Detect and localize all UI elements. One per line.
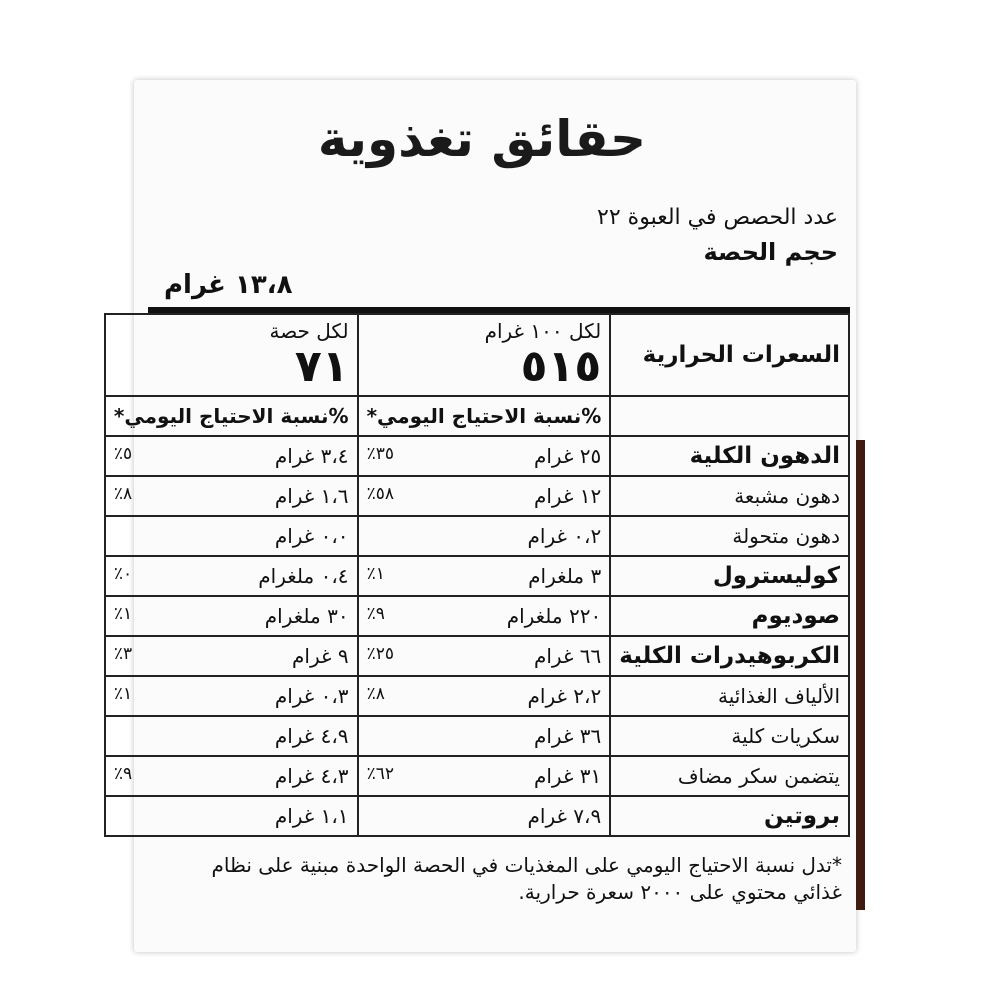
- perserving-value: ١،٦ غرام: [274, 484, 349, 508]
- per100-value: ٢،٢ غرام: [527, 684, 602, 708]
- table-row: [105, 476, 849, 516]
- perserving-header-cell: [105, 314, 358, 396]
- per100-value: ٠،٢ غرام: [527, 524, 602, 548]
- perserving-value: ٣،٤ غرام: [274, 444, 349, 468]
- servings-per-pack: عدد الحصص في العبوة ٢٢: [597, 205, 838, 230]
- calories-label: السعرات الحرارية: [610, 314, 849, 396]
- perserving-pct: ١٪: [113, 684, 133, 704]
- table-row: [105, 756, 849, 796]
- per100-value: ٧،٩ غرام: [527, 804, 602, 828]
- table-row: [105, 596, 849, 636]
- nutrient-name: دهون متحولة: [610, 516, 849, 556]
- perserving-value: ٤،٩ غرام: [274, 724, 349, 748]
- perserving-header: لكل حصة: [269, 319, 349, 343]
- perserving-pct: ١٪: [113, 604, 133, 624]
- table-row: [105, 676, 849, 716]
- nutrient-name: الدهون الكلية: [610, 436, 849, 476]
- serving-size-label: حجم الحصة: [703, 238, 838, 266]
- per100-value: ٣ ملغرام: [528, 564, 602, 588]
- perserving-value: ٠،٤ ملغرام: [258, 564, 349, 588]
- per100-header-cell: [358, 314, 611, 396]
- perserving-pct: ٨٪: [113, 484, 133, 504]
- serving-size-value: ١٣،٨ غرام: [164, 270, 293, 300]
- dv-header-per100: %نسبة الاحتياج اليومي*: [358, 396, 611, 436]
- label-title: حقائق تغذوية: [317, 110, 646, 168]
- per100-value: ٢٥ غرام: [533, 444, 602, 468]
- per100-pct: ٨٪: [366, 684, 385, 704]
- table-row: [105, 716, 849, 756]
- per100-value: ٦٦ غرام: [533, 644, 602, 668]
- nutrient-name: الكربوهيدرات الكلية: [610, 636, 849, 676]
- perserving-value: ٩ غرام: [292, 644, 349, 668]
- per100-pct: ١٪: [366, 564, 385, 584]
- nutrient-name: يتضمن سكر مضاف: [610, 756, 849, 796]
- perserving-value: ١،١ غرام: [274, 804, 349, 828]
- nutrition-facts-label: [113, 80, 856, 952]
- perserving-calories: ٧١: [294, 341, 349, 392]
- nutrient-name: بروتين: [610, 796, 849, 836]
- calories-row: [105, 314, 849, 396]
- per100-calories: ٥١٥: [520, 341, 602, 392]
- per100-value: ١٢ غرام: [533, 484, 602, 508]
- perserving-value: ٠،٣ غرام: [274, 684, 349, 708]
- nutrient-name: كوليسترول: [610, 556, 849, 596]
- perserving-value: ٣٠ ملغرام: [264, 604, 349, 628]
- dv-header-perserving: %نسبة الاحتياج اليومي*: [105, 396, 358, 436]
- per100-pct: ٦٢٪: [366, 764, 394, 784]
- per100-pct: ٥٨٪: [366, 484, 394, 504]
- per100-value: ٢٢٠ ملغرام: [506, 604, 602, 628]
- per100-value: ٣١ غرام: [533, 764, 602, 788]
- nutrient-name: الألياف الغذائية: [610, 676, 849, 716]
- table-row: [105, 796, 849, 836]
- perserving-pct: ٣٪: [113, 644, 133, 664]
- dv-header-row: [105, 396, 849, 436]
- perserving-value: ٤،٣ غرام: [274, 764, 349, 788]
- footnote: *تدل نسبة الاحتياج اليومي على المغذيات في الحصة الواحدة مبنية على نظام غذائي محتوي على ٢٠٠٠ سعرة حرارية.: [211, 853, 842, 904]
- table-row: [105, 516, 849, 556]
- table-row: [105, 636, 849, 676]
- per100-pct: ٢٥٪: [366, 644, 394, 664]
- per100-value: ٣٦ غرام: [533, 724, 602, 748]
- per100-header: لكل ١٠٠ غرام: [484, 319, 602, 343]
- nutrient-name: دهون مشبعة: [610, 476, 849, 516]
- perserving-pct: ٥٪: [113, 444, 133, 464]
- perserving-pct: ٠٪: [113, 564, 133, 584]
- per100-pct: ٩٪: [366, 604, 385, 624]
- per100-pct: ٣٥٪: [366, 444, 394, 464]
- nutrition-table: [104, 313, 850, 837]
- nutrient-name: سكريات كلية: [610, 716, 849, 756]
- table-row: [105, 436, 849, 476]
- table-row: [105, 556, 849, 596]
- perserving-value: ٠،٠ غرام: [274, 524, 349, 548]
- perserving-pct: ٩٪: [113, 764, 133, 784]
- nutrient-name: صوديوم: [610, 596, 849, 636]
